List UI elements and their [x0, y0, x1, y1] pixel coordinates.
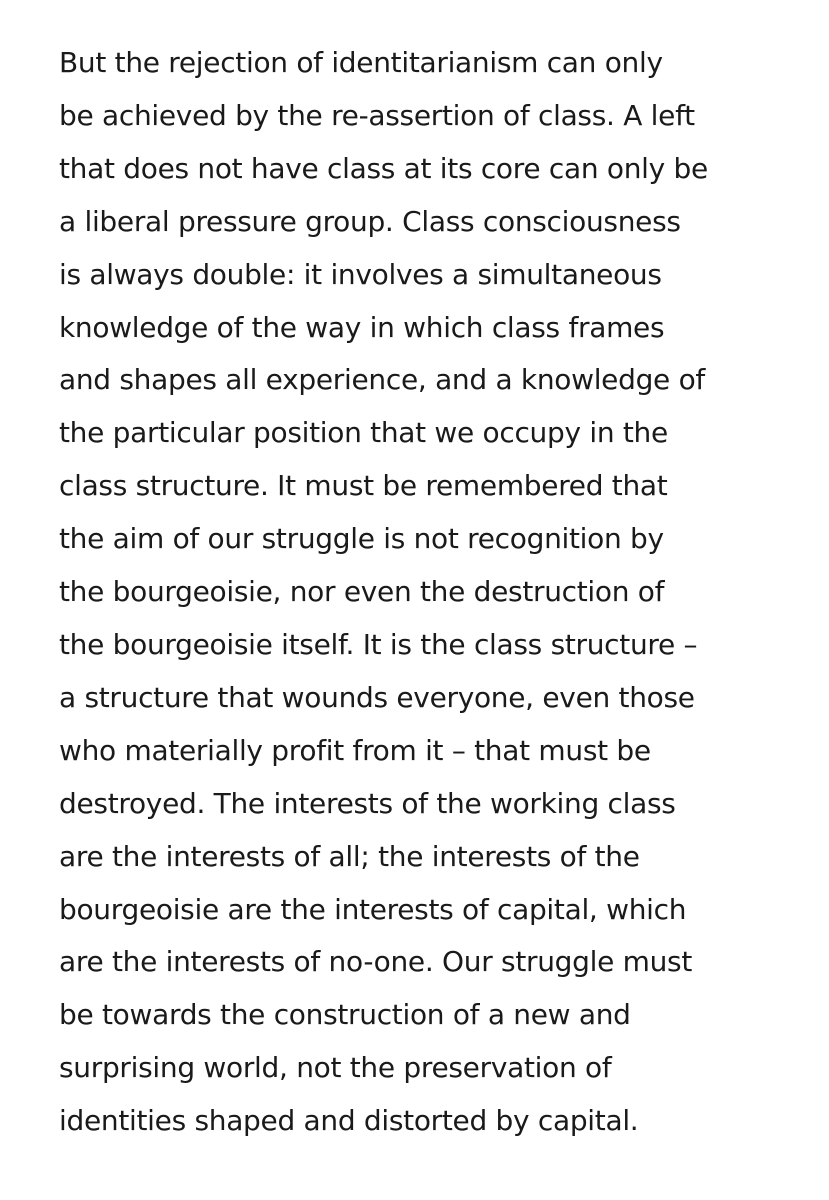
passage-line: the bourgeoisie itself. It is the class structure –	[59, 627, 698, 661]
passage-line: and shapes all experience, and a knowledge of	[59, 363, 705, 397]
passage-line: class structure. It must be remembered that	[59, 469, 668, 503]
passage-line: who materially profit from it – that must be	[59, 733, 651, 767]
passage-line: But the rejection of identitarianism can only	[59, 46, 663, 79]
passage-line: knowledge of the way in which class frames	[59, 310, 665, 344]
passage-line: are the interests of all; the interests of the	[59, 839, 640, 873]
passage-line: that does not have class at its core can only be	[59, 151, 708, 185]
passage-paragraph	[59, 37, 819, 1148]
passage-line: destroyed. The interests of the working class	[59, 786, 676, 820]
passage-line: be towards the construction of a new and	[59, 998, 631, 1032]
passage-line: be achieved by the re-assertion of class. A left	[59, 98, 695, 132]
article-body	[59, 37, 819, 1148]
passage-line: the bourgeoisie, nor even the destruction of	[59, 575, 665, 609]
passage-line: a structure that wounds everyone, even those	[59, 680, 695, 714]
passage-line: identities shaped and distorted by capital.	[59, 1104, 639, 1138]
passage-line: are the interests of no-one. Our struggle must	[59, 945, 693, 979]
passage-line: surprising world, not the preservation of	[59, 1051, 612, 1085]
passage-line: the particular position that we occupy in the	[59, 416, 668, 450]
passage-line: a liberal pressure group. Class consciousness	[59, 204, 681, 238]
passage-line: is always double: it involves a simultaneous	[59, 257, 662, 291]
passage-line: bourgeoisie are the interests of capital, which	[59, 892, 687, 926]
passage-line: the aim of our struggle is not recognition by	[59, 522, 664, 556]
